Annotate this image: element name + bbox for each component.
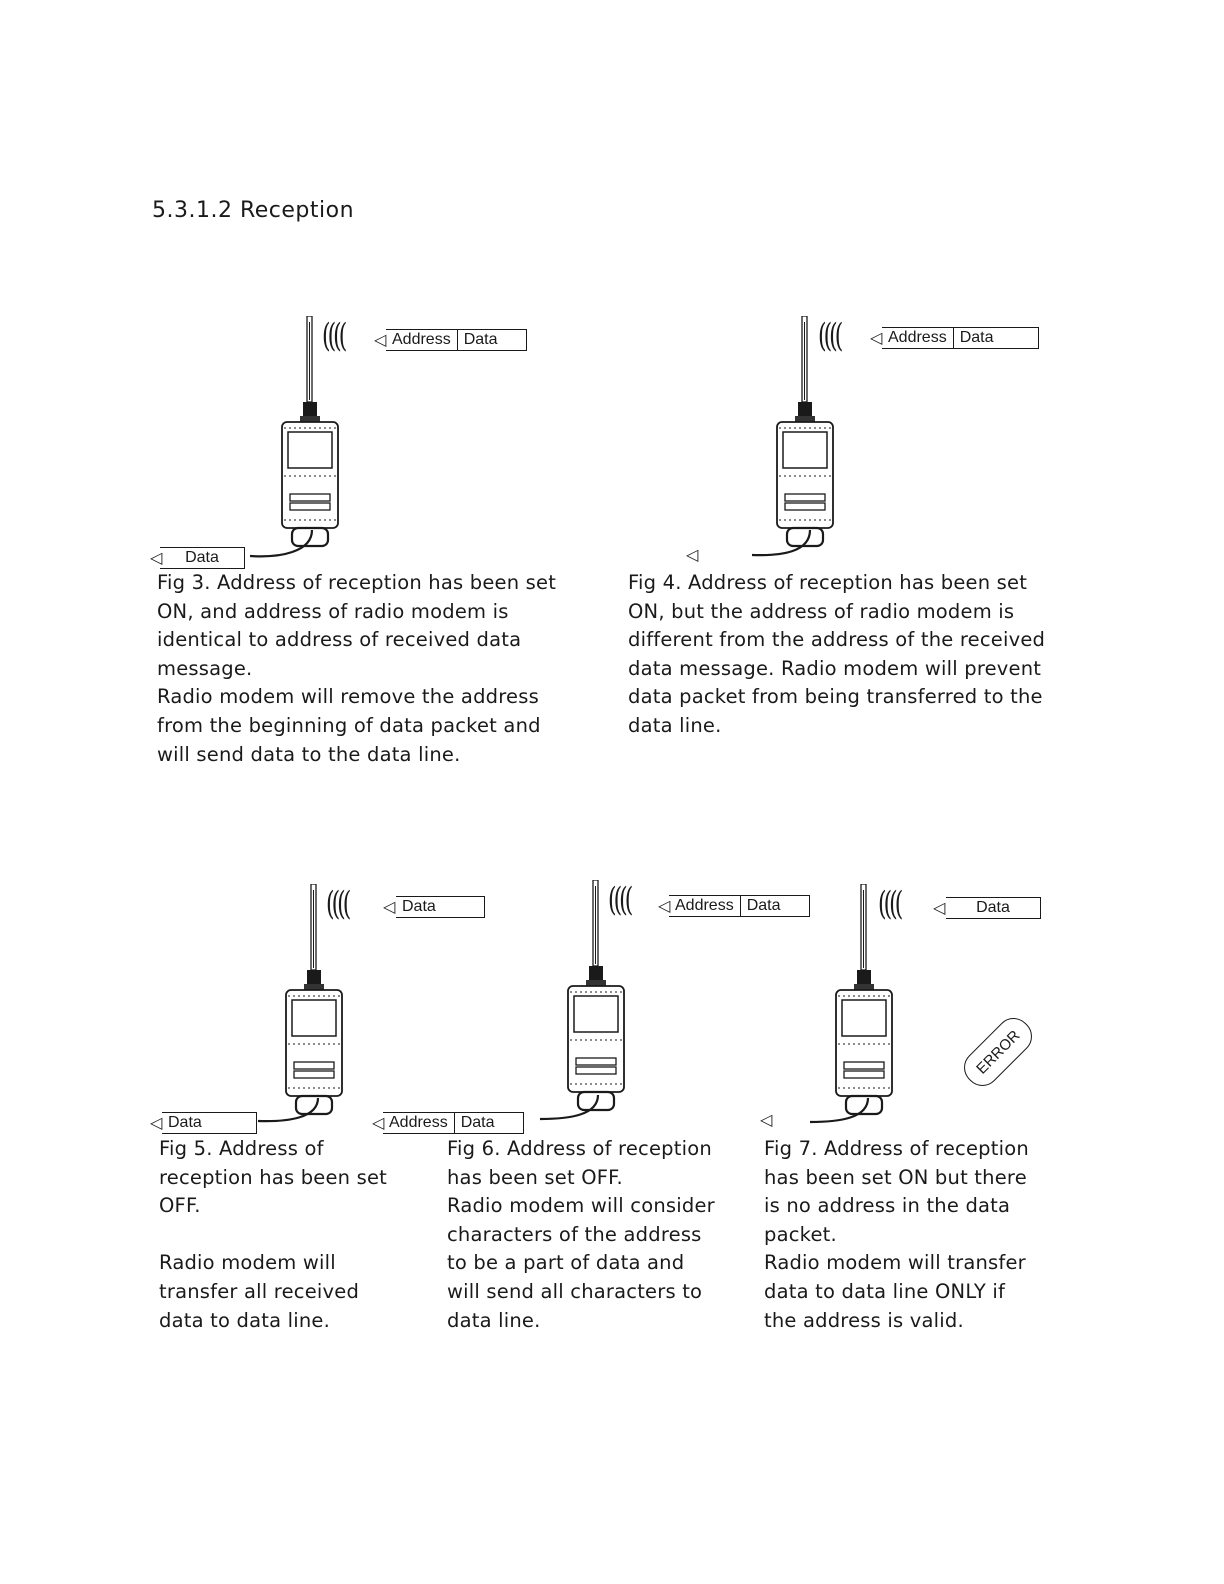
data-cable xyxy=(250,530,320,560)
caption-line: will send all characters to xyxy=(447,1279,703,1303)
caption-line: different from the address of the received xyxy=(628,628,1046,652)
caption-line: data to data line ONLY if xyxy=(764,1279,1006,1303)
data-cable xyxy=(258,1098,328,1128)
caption-line: Radio modem will transfer xyxy=(764,1251,1026,1275)
caption-line: reception has been set xyxy=(159,1165,388,1189)
figure-6-caption xyxy=(447,1135,715,1335)
figure-3-caption xyxy=(157,569,556,769)
caption-line: transfer all received xyxy=(159,1279,360,1303)
caption-line: ON, but the address of radio modem is xyxy=(628,599,1015,623)
caption-gap xyxy=(159,1221,387,1250)
packet-data: Data xyxy=(976,899,1010,916)
caption-line: ON, and address of radio modem is xyxy=(157,599,509,623)
packet-address: Address xyxy=(389,1114,448,1131)
incoming-packet xyxy=(386,329,527,351)
caption-line: data line. xyxy=(628,713,722,737)
radio-waves-icon: (((( xyxy=(818,318,841,356)
incoming-packet xyxy=(946,897,1041,919)
packet-address: Address xyxy=(392,331,451,348)
caption-line: from the beginning of data packet and xyxy=(157,713,541,737)
left-arrow-icon: ◁ xyxy=(150,1113,163,1132)
caption-line: Radio modem will consider xyxy=(447,1194,715,1218)
packet-data: Data xyxy=(454,1113,523,1133)
error-badge-icon: ERROR xyxy=(957,1011,1039,1093)
caption-line: Fig 7. Address of reception xyxy=(764,1137,1029,1160)
left-arrow-icon: ◁ xyxy=(658,896,671,915)
left-arrow-icon: ◁ xyxy=(372,1113,385,1132)
caption-line: is no address in the data xyxy=(764,1194,1011,1218)
packet-data: Data xyxy=(168,1114,202,1131)
caption-line: Fig 3. Address of reception has been set xyxy=(157,571,557,594)
radio-waves-icon: (((( xyxy=(878,886,901,924)
caption-line: Fig 4. Address of reception has been set xyxy=(628,571,1028,594)
caption-line: data message. Radio modem will prevent xyxy=(628,656,1042,680)
caption-line: Radio modem will xyxy=(159,1251,336,1275)
caption-line: will send data to the data line. xyxy=(157,742,461,766)
radio-waves-icon: (((( xyxy=(322,318,345,356)
incoming-packet xyxy=(396,896,485,918)
outgoing-packet xyxy=(383,1112,524,1134)
packet-data: Data xyxy=(457,330,526,350)
data-cable xyxy=(810,1098,880,1128)
data-cable xyxy=(752,530,822,560)
figure-5-caption xyxy=(159,1135,387,1335)
left-arrow-icon: ◁ xyxy=(374,330,387,349)
left-arrow-icon: ◁ xyxy=(686,545,699,564)
radio-waves-icon: (((( xyxy=(608,882,631,920)
caption-line: to be a part of data and xyxy=(447,1251,685,1275)
caption-line: has been set ON but there xyxy=(764,1165,1027,1189)
packet-data: Data xyxy=(402,898,436,915)
figure-7-caption xyxy=(764,1135,1029,1335)
caption-line: data to data line. xyxy=(159,1308,331,1332)
caption-line: data line. xyxy=(447,1308,541,1332)
outgoing-packet xyxy=(162,1112,257,1134)
left-arrow-icon: ◁ xyxy=(150,548,163,567)
packet-data: Data xyxy=(740,896,809,916)
caption-line: OFF. xyxy=(159,1194,201,1218)
radio-waves-icon: (((( xyxy=(326,886,349,924)
left-arrow-icon: ◁ xyxy=(870,328,883,347)
data-cable xyxy=(540,1095,610,1125)
packet-address: Address xyxy=(888,329,947,346)
outgoing-packet xyxy=(160,547,245,569)
packet-data: Data xyxy=(185,549,219,566)
packet-data: Data xyxy=(953,328,1038,348)
caption-line: Fig 5. Address of xyxy=(159,1137,324,1160)
section-heading: 5.3.1.2 Reception xyxy=(152,198,355,223)
caption-line: packet. xyxy=(764,1222,837,1246)
left-arrow-icon: ◁ xyxy=(383,897,396,916)
caption-line: has been set OFF. xyxy=(447,1165,623,1189)
incoming-packet xyxy=(882,327,1039,349)
caption-line: Radio modem will remove the address xyxy=(157,685,539,709)
left-arrow-icon: ◁ xyxy=(760,1110,773,1129)
caption-line: characters of the address xyxy=(447,1222,702,1246)
caption-line: Fig 6. Address of reception xyxy=(447,1137,712,1160)
caption-line: message. xyxy=(157,656,253,680)
caption-line: data packet from being transferred to the xyxy=(628,685,1043,709)
left-arrow-icon: ◁ xyxy=(933,898,946,917)
figure-4-caption xyxy=(628,569,1045,741)
incoming-packet xyxy=(669,895,810,917)
packet-address: Address xyxy=(675,897,734,914)
caption-line: the address is valid. xyxy=(764,1308,964,1332)
caption-line: identical to address of received data xyxy=(157,628,522,652)
